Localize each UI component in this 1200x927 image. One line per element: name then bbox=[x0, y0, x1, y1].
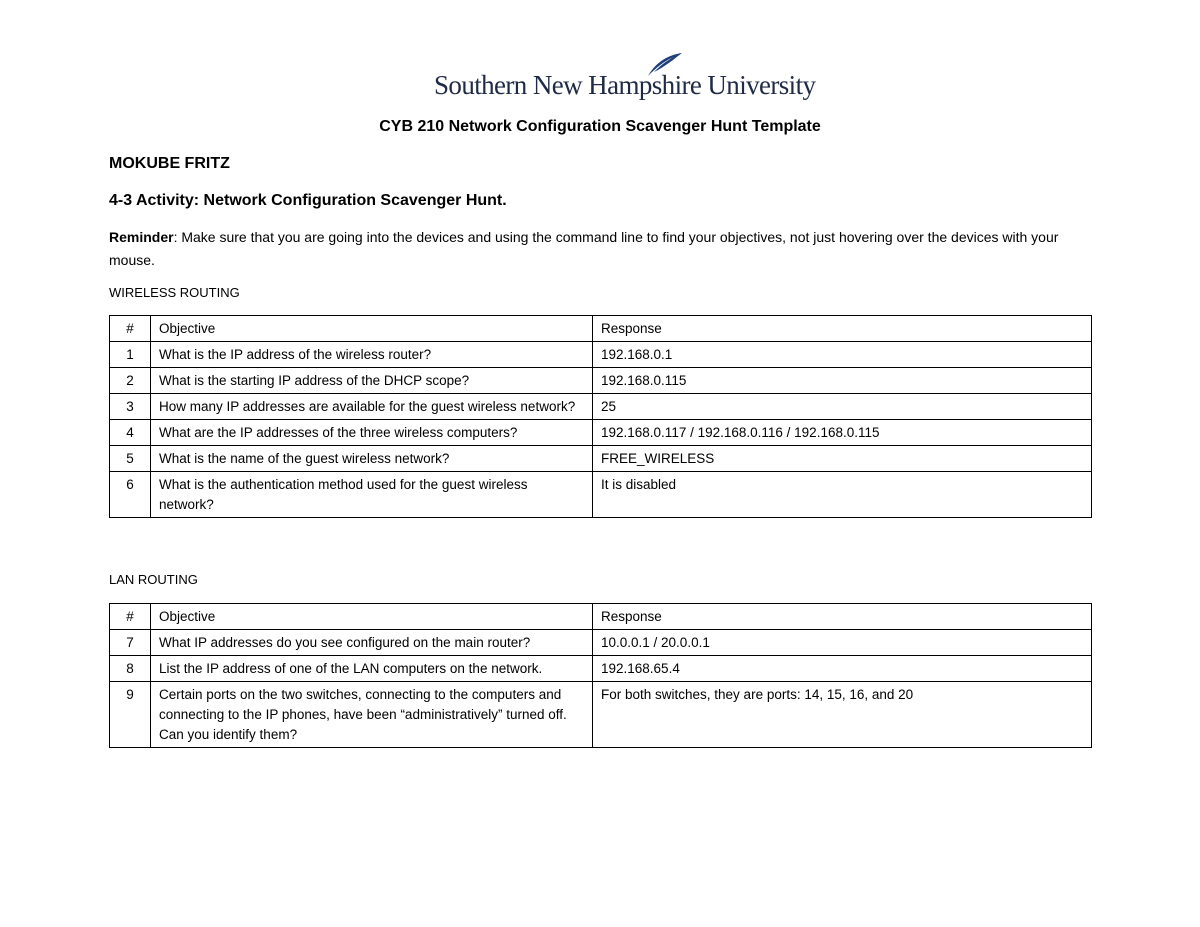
quill-icon bbox=[644, 52, 684, 78]
row-num: 4 bbox=[110, 420, 151, 446]
wireless-routing-heading: WIRELESS ROUTING bbox=[109, 285, 240, 300]
row-num: 9 bbox=[110, 682, 151, 748]
row-response: 25 bbox=[593, 394, 1092, 420]
row-response: FREE_WIRELESS bbox=[593, 446, 1092, 472]
row-response: 192.168.0.115 bbox=[593, 368, 1092, 394]
row-objective: List the IP address of one of the LAN computers on the network. bbox=[151, 656, 593, 682]
row-objective: What are the IP addresses of the three wireless computers? bbox=[151, 420, 593, 446]
reminder-label: Reminder bbox=[109, 229, 174, 245]
lan-routing-table bbox=[109, 603, 1092, 748]
wireless-routing-table bbox=[109, 315, 1092, 518]
table-row bbox=[110, 630, 1092, 656]
table-row bbox=[110, 682, 1092, 748]
author-name: MOKUBE FRITZ bbox=[109, 155, 230, 172]
row-objective: What is the starting IP address of the DHCP scope? bbox=[151, 368, 593, 394]
reminder-text: : Make sure that you are going into the devices and using the command line to find your objectives, not just hovering over the devices with your mouse. bbox=[109, 229, 1059, 268]
row-num: 7 bbox=[110, 630, 151, 656]
row-response: 10.0.0.1 / 20.0.0.1 bbox=[593, 630, 1092, 656]
row-objective: What is the name of the guest wireless network? bbox=[151, 446, 593, 472]
row-num: 8 bbox=[110, 656, 151, 682]
row-objective: What is the authentication method used for the guest wireless network? bbox=[151, 472, 593, 518]
row-objective: Certain ports on the two switches, connecting to the computers and connecting to the IP phones, have been “administratively” turned off. Can you identify them? bbox=[151, 682, 593, 748]
table-row bbox=[110, 420, 1092, 446]
logo-text: Southern New Hampshire University bbox=[434, 70, 816, 100]
header-objective: Objective bbox=[151, 316, 593, 342]
row-response: For both switches, they are ports: 14, 15, 16, and 20 bbox=[593, 682, 1092, 748]
header-num: # bbox=[110, 316, 151, 342]
reminder-paragraph bbox=[109, 226, 1094, 272]
table-row bbox=[110, 472, 1092, 518]
row-objective: How many IP addresses are available for the guest wireless network? bbox=[151, 394, 593, 420]
row-num: 2 bbox=[110, 368, 151, 394]
row-num: 5 bbox=[110, 446, 151, 472]
activity-heading: 4-3 Activity: Network Configuration Scavenger Hunt. bbox=[109, 192, 507, 209]
table-row bbox=[110, 368, 1092, 394]
table-row bbox=[110, 446, 1092, 472]
header-response: Response bbox=[593, 316, 1092, 342]
table-row bbox=[110, 342, 1092, 368]
row-response: 192.168.0.117 / 192.168.0.116 / 192.168.0.115 bbox=[593, 420, 1092, 446]
lan-routing-heading: LAN ROUTING bbox=[109, 572, 198, 587]
row-response: 192.168.65.4 bbox=[593, 656, 1092, 682]
row-objective: What is the IP address of the wireless router? bbox=[151, 342, 593, 368]
row-num: 1 bbox=[110, 342, 151, 368]
row-num: 6 bbox=[110, 472, 151, 518]
header-objective: Objective bbox=[151, 604, 593, 630]
row-response: It is disabled bbox=[593, 472, 1092, 518]
row-objective: What IP addresses do you see configured on the main router? bbox=[151, 630, 593, 656]
header-response: Response bbox=[593, 604, 1092, 630]
table-row bbox=[110, 394, 1092, 420]
header-num: # bbox=[110, 604, 151, 630]
table-header-row bbox=[110, 604, 1092, 630]
row-num: 3 bbox=[110, 394, 151, 420]
university-logo bbox=[434, 52, 816, 104]
table-row bbox=[110, 656, 1092, 682]
table-header-row bbox=[110, 316, 1092, 342]
document-title: CYB 210 Network Configuration Scavenger Hunt Template bbox=[379, 118, 821, 135]
row-response: 192.168.0.1 bbox=[593, 342, 1092, 368]
